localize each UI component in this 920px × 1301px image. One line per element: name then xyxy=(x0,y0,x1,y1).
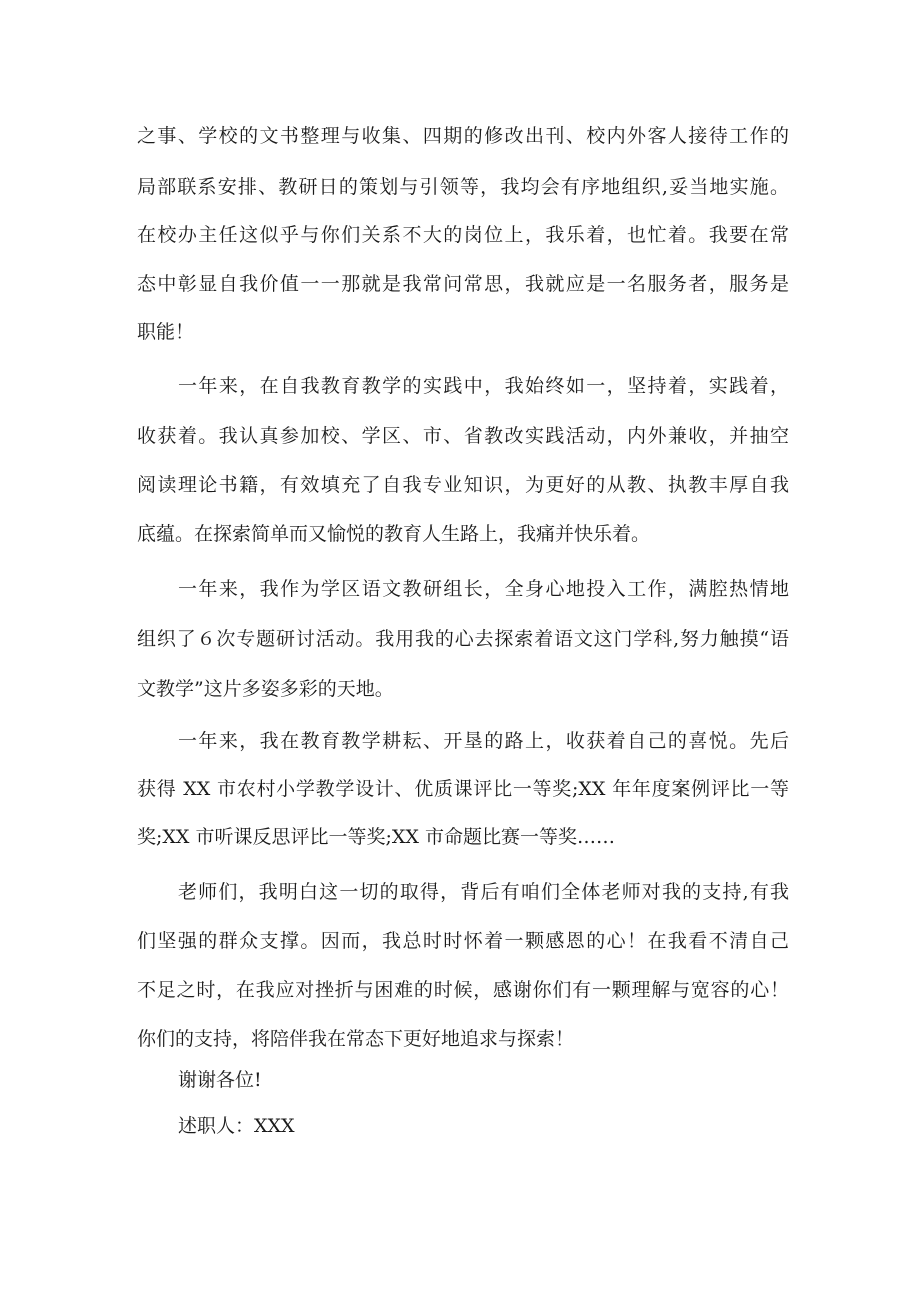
paragraph-4-line-3: 奖;XX 市听课反思评比一等奖;XX 市命题比赛一等奖…… xyxy=(137,826,615,848)
paragraph-5-line-1: 老师们，我明白这一切的取得，背后有咱们全体老师对我的支持,有我 xyxy=(178,881,789,903)
closing-thanks: 谢谢各位! xyxy=(178,1069,262,1091)
paragraph-1-line-3: 在校办主任这似乎与你们关系不大的岗位上，我乐着，也忙着。我要在常 xyxy=(137,224,789,246)
paragraph-1-line-5: 职能！ xyxy=(137,321,195,343)
paragraph-5-line-3: 不足之时，在我应对挫折与困难的时候，感谢你们有一颗理解与宽容的心！ xyxy=(137,979,789,1001)
paragraph-1-line-4: 态中彰显自我价值一一那就是我常问常思，我就应是一名服务者，服务是 xyxy=(137,273,789,295)
paragraph-5-line-4: 你们的支持，将陪伴我在常态下更好地追求与探索！ xyxy=(137,1028,575,1050)
paragraph-2-line-1: 一年来，在自我教育教学的实践中，我始终如一，坚持着，实践着， xyxy=(178,375,789,397)
paragraph-3-line-1: 一年来，我作为学区语文教研组长，全身心地投入工作，满腔热情地 xyxy=(178,578,789,600)
paragraph-1-line-2: 局部联系安排、教研日的策划与引领等，我均会有序地组织,妥当地实施。 xyxy=(137,176,789,198)
paragraph-2-line-4: 底蕴。在探索简单而又愉悦的教育人生路上，我痛并快乐着。 xyxy=(137,523,651,545)
paragraph-1-line-1: 之事、学校的文书整理与收集、四期的修改出刊、校内外客人接待工作的 xyxy=(137,125,789,147)
paragraph-2-line-2: 收获着。我认真参加校、学区、市、省教改实践活动，内外兼收，并抽空 xyxy=(137,425,789,447)
paragraph-3-line-2: 组织了６次专题研讨活动。我用我的心去探索着语文这门学科,努力触摸“语 xyxy=(137,628,789,650)
paragraph-2-line-3: 阅读理论书籍，有效填充了自我专业知识，为更好的从教、执教丰厚自我 xyxy=(137,474,789,496)
paragraph-4-line-1: 一年来，我在教育教学耕耘、开垦的路上，收获着自己的喜悦。先后 xyxy=(178,730,789,752)
signature: 述职人：XXX xyxy=(178,1115,295,1137)
paragraph-5-line-2: 们坚强的群众支撑。因而，我总时时怀着一颗感恩的心！在我看不清自己 xyxy=(137,930,789,952)
paragraph-4-line-2: 获得 XX 市农村小学教学设计、优质课评比一等奖;XX 年年度案例评比一等 xyxy=(137,778,789,800)
paragraph-3-line-3: 文教学”这片多姿多彩的天地。 xyxy=(137,678,394,700)
